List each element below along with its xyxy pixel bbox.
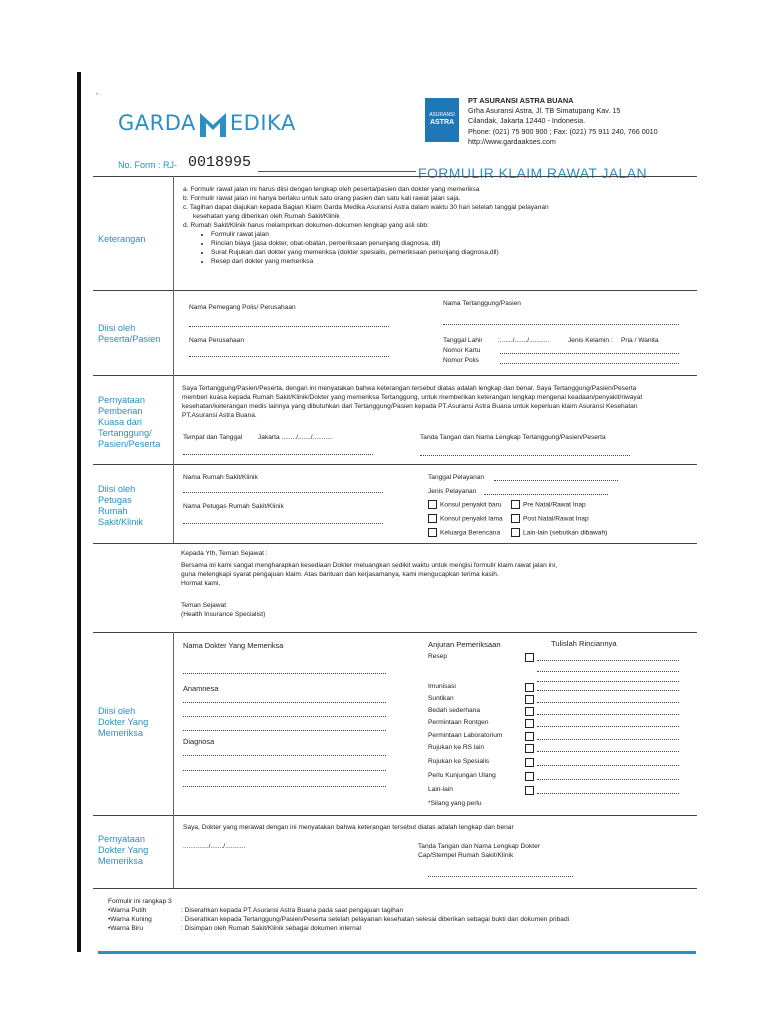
letter-line-1: Bersama ini kami sangat mengharapkan kesediaan Dokter meluangkan sedikit waktu untuk mengisi formulir klaim rawat jalan ini, [181,562,558,569]
logo-text-left: GARDA [118,111,196,135]
diagnosa-field[interactable] [183,786,386,787]
checkbox-icon [428,528,437,537]
footer-color-white: •Warna Putih [108,907,147,914]
logo-text-right: EDIKA [229,111,296,135]
silang-note: *Silang yang perlu [428,800,482,807]
option-post-natal[interactable]: Post Natal/Rawat Inap [511,514,589,523]
rincian-header: Tulislah Rinciannya [551,639,617,648]
footer-desc-blue: : Disimpan oleh Rumah Sakit/Klinik sebagai dokumen internal [181,925,361,932]
keterangan-bullets [183,230,693,266]
checkbox-suntikan[interactable] [525,695,534,704]
divider [93,815,697,816]
checkbox-bedah[interactable] [525,707,534,716]
list-item: • Formulir rawat jalan [211,230,693,239]
ttd-dokter-label-2: Cap/Stempel Rumah Sakit/Klinik [418,852,514,859]
divider [93,290,697,291]
ttd-dokter-field[interactable] [428,876,573,877]
nomor-kartu-field[interactable] [500,353,679,354]
checkbox-resep[interactable] [525,653,534,662]
letter-sign-1: Teman Sejawat [181,602,227,609]
petugas-nama-label: Nama Petugas Rumah Sakit/Klinik [183,503,284,510]
garda-medika-logo [118,110,296,138]
item-rontgen: Permintaan Rontgen [428,719,489,726]
footer-color-blue: •Warna Biru [108,925,144,932]
divider [93,543,697,544]
section-separator [173,290,174,375]
rincian-field[interactable] [537,751,679,752]
rangkap-title: Formulir ini rangkap 3 [108,898,172,905]
jenis-pelayanan-label: Jenis Pelayanan [428,488,477,495]
nama-dokter-label: Nama Dokter Yang Memeriksa [183,641,284,650]
item-suntikan: Suntikan [428,695,454,702]
keterangan-label: Keterangan [98,234,146,244]
rincian-field[interactable] [537,726,679,727]
checkbox-icon [428,500,437,509]
section-separator [173,632,174,815]
medika-emblem-icon [198,110,228,138]
rincian-field[interactable] [537,779,679,780]
anamnesa-field[interactable] [183,702,386,703]
item-lain-lain: Lain-lain [428,786,453,793]
checkbox-icon [511,528,520,537]
keterangan-text: a. Formulir rawat jalan ini harus diisi dengan lengkap oleh peserta/pasien dan dokter yang memeriksa b. Formulir rawat jalan ini hanya berlaku untuk satu orang pasien dan satu kali rawat jalan saja. c. Tagihan dapat diajukan kepada Bagian Klaim Garda Medika Asuransi Astra dalam waktu 30 hari setelah tanggal pelayanan kesehatan yang diberikan oleh Rumah Sakit/Klinik d. Rumah Sakit/Klinik harus melampirkan dokumen-dokumen lengkap yang asli sbb: • Formulir rawat jalan • Rincian biaya (jasa dokter, obat-obatan, pemeriksaan penunjang diagnosa, dll) • Surat Rujukan dari dokter yang memeriksa (dokter spesialis, pemeriksaan penunjang diagnosa,dll) • Resep dari dokter yang memeriksa [183,185,693,266]
petugas-label: Diisi oleh Petugas Rumah Sakit/Klinik [98,484,143,527]
nomor-kartu-label: Nomor Kartu [443,347,481,354]
resep-detail[interactable] [537,660,679,661]
tempat-line [183,454,373,455]
diagnosa-label: Diagnosa [183,737,215,746]
diagnosa-field[interactable] [183,770,386,771]
letter-sign-2: (Health Insurance Specialist) [181,611,266,618]
checkbox-rujukan-spesialis[interactable] [525,758,534,767]
resep-detail[interactable] [537,671,679,672]
checkbox-rontgen[interactable] [525,719,534,728]
peserta-label: Diisi oleh Peserta/Pasien [98,323,161,344]
tanggal-lahir-field[interactable]: :......./......./........... [498,337,550,344]
tanggal-pelayanan-field[interactable] [494,480,618,481]
divider [93,888,697,889]
pemegang-polis-field[interactable] [189,326,389,327]
divider [93,375,697,376]
nomor-polis-field[interactable] [500,363,679,364]
tanggal-pelayanan-label: Tanggal Pelayanan [428,474,485,481]
checkbox-icon [511,514,520,523]
scan-edge-bar [77,72,81,952]
rincian-field[interactable] [537,765,679,766]
option-pre-natal[interactable]: Pre Natal/Rawat Inap [511,500,586,509]
company-info [468,96,658,147]
jenis-kelamin-value[interactable]: Pria / Wanita [621,337,659,344]
item-laboratorium: Permintaan Laboratorium [428,732,503,739]
letter-line-2: guna melengkapi syarat pengajuan klaim. Atas bantuan dan kerjasamanya, kami mengucapkan terima kasih. [181,571,499,578]
item-resep: Resep [428,653,448,660]
footer-desc-yellow: : Diserahkan kepada Tertanggung/Pasien/Peserta setelah pelayanan kesehatan selesai diberikan sebagai bukti dan dokumen pribadi [181,916,570,923]
rincian-field[interactable] [537,739,679,740]
tanda-tangan-label: Tanda Tangan dan Nama Lengkap Tertanggung/Pasien/Peserta [420,434,606,441]
checkbox-lain-lain[interactable] [525,786,534,795]
anamnesa-field[interactable] [183,716,386,717]
tertanggung-label: Nama Tertanggung/Pasien [443,300,521,307]
resep-detail[interactable] [537,681,679,682]
rumah-sakit-label: Nama Rumah Sakit/Klinik [183,474,258,481]
option-kb[interactable]: Keluarga Berencana [428,528,500,537]
option-konsul-lama[interactable]: Konsul penyakit lama [428,514,503,523]
pernyataan-kuasa-label: Pernyataan Pemberian Kuasa dari Tertanggung/ Pasien/Peserta [98,395,161,449]
letter-greeting: Kepada Yth, Teman Sejawat : [181,550,268,557]
divider [93,176,697,177]
option-lain-lain[interactable]: Lain-lain (sebutkan dibawah) [511,528,607,537]
checkbox-rujukan-rs[interactable] [525,744,534,753]
company-address-2: Cilandak, Jakarta 12440 - Indonesia. [468,116,586,126]
company-web: http://www.gardaakses.com [468,136,556,146]
tanggal-lahir-label: Tanggal Lahir [443,337,483,344]
checkbox-kunjungan-ulang[interactable] [525,772,534,781]
form-number-value: 0018995 [188,154,252,171]
item-imunisasi: Imunisasi [428,683,456,690]
pernyataan-dokter-label: Pernyataan Dokter Yang Memeriksa [98,834,149,866]
checkbox-icon [511,500,520,509]
footer-desc-white: : Diserahkan kepada PT.Asuransi Astra Buana pada saat pengajuan tagihan [181,907,404,914]
scan-mark: • · [96,92,102,98]
pernyataan-dokter-date[interactable]: ............../......./........... [183,843,246,850]
ttd-dokter-label-1: Tanda Tangan dan Nama Lengkap Dokter [418,843,540,850]
dokter-label: Diisi oleh Dokter Yang Memeriksa [98,706,149,738]
rincian-field[interactable] [537,714,679,715]
list-item: • Surat Rujukan dari dokter yang memeriksa (dokter spesialis, pemeriksaan penunjang diagnosa,dll) [211,248,693,257]
anamnesa-label: Anamnesa [183,684,219,693]
pernyataan-dokter-text: Saya, Dokter yang merawat dengan ini menyatakan bahwa keterangan tersebut diatas adalah lengkap dan benar [183,824,514,831]
divider [93,464,697,465]
divider [93,632,697,633]
rincian-field[interactable] [537,702,679,703]
section-separator [173,375,174,464]
form-number-label: No. Form : RJ- [118,160,178,170]
pernyataan-kuasa-text: Saya Tertanggung/Pasien/Peserta, dengan ini menyatakan bahwa keterangan tersebut diatas adalah lengkap dan benar. Saya Tertanggung/Pasien/Peserta memberi kuasa kepada Rumah Sakit/Klinik/Dokter yang memeriksa Tertanggung, untuk memberikan keterangan lengkap mengenai keadaan/penyakit/riwayat kesehatan/keterangan medis lainnya yang dibutuhkan dari Tertanggung/Pasien kepada PT.Asuransi Astra Buana untuk keperluan klaim Asuransi Kesehatan PT.Asuransi Astra Buana. [182,385,643,419]
company-name: PT ASURANSI ASTRA BUANA [468,96,574,105]
company-address-1: Grha Asuransi Astra, Jl. TB Simatupang Kav. 15 [468,106,621,116]
list-item: • Resep dari dokter yang memeriksa [211,257,693,266]
astra-logo: ASURANSI ASTRA [425,98,459,142]
rincian-field[interactable] [537,793,679,794]
perusahaan-field[interactable] [189,356,389,357]
anamnesa-field[interactable] [183,730,386,731]
rumah-sakit-field[interactable] [183,492,383,493]
anjuran-header: Anjuran Pemeriksaan [428,640,501,649]
item-kunjungan-ulang: Perlu Kunjungan Ulang [428,772,496,779]
pemegang-polis-label: Nama Pemegang Polis/ Perusahaan [189,304,296,311]
nomor-polis-label: Nomor Polis [443,357,479,364]
checkbox-imunisasi[interactable] [525,683,534,692]
title-rule [258,171,416,172]
item-rujukan-spesialis: Rujukan ke Spesialis [428,758,490,765]
checkbox-icon [428,514,437,523]
perusahaan-label: Nama Perusahaan [189,337,244,344]
company-phone: Phone: (021) 75 900 900 ; Fax: (021) 75 911 240, 766 0010 [468,126,658,136]
item-bedah: Bedah sederhana [428,707,481,714]
diagnosa-field[interactable] [183,755,386,756]
form-title: FORMULIR KLAIM RAWAT JALAN [418,165,647,181]
item-rujukan-rs: Rujukan ke RS lain [428,744,485,751]
tempat-tanggal-label: Tempat dan Tanggal [183,434,243,441]
tanda-tangan-field[interactable] [420,455,630,456]
footer-color-yellow: •Warna Kuning [108,916,152,923]
tertanggung-field[interactable] [443,324,679,325]
section-separator [173,815,174,888]
checkbox-laboratorium[interactable] [525,732,534,741]
jenis-pelayanan-field[interactable] [484,494,608,495]
rincian-field[interactable] [537,690,679,691]
letter-regards: Hormat kami, [181,580,221,587]
bottom-accent-line [98,951,696,954]
nama-dokter-field[interactable] [183,673,386,674]
section-separator [173,464,174,543]
tempat-tanggal-field[interactable]: Jakarta ......../......./........... [258,434,333,441]
letter-to-doctor [181,549,691,619]
option-konsul-baru[interactable]: Konsul penyakit baru [428,500,502,509]
section-separator [173,176,174,290]
list-item: • Rincian biaya (jasa dokter, obat-obatan, pemeriksaan penunjang diagnosa, dll) [211,239,693,248]
petugas-nama-field[interactable] [183,523,383,524]
jenis-kelamin-label: Jenis Kelamin : [568,337,613,344]
